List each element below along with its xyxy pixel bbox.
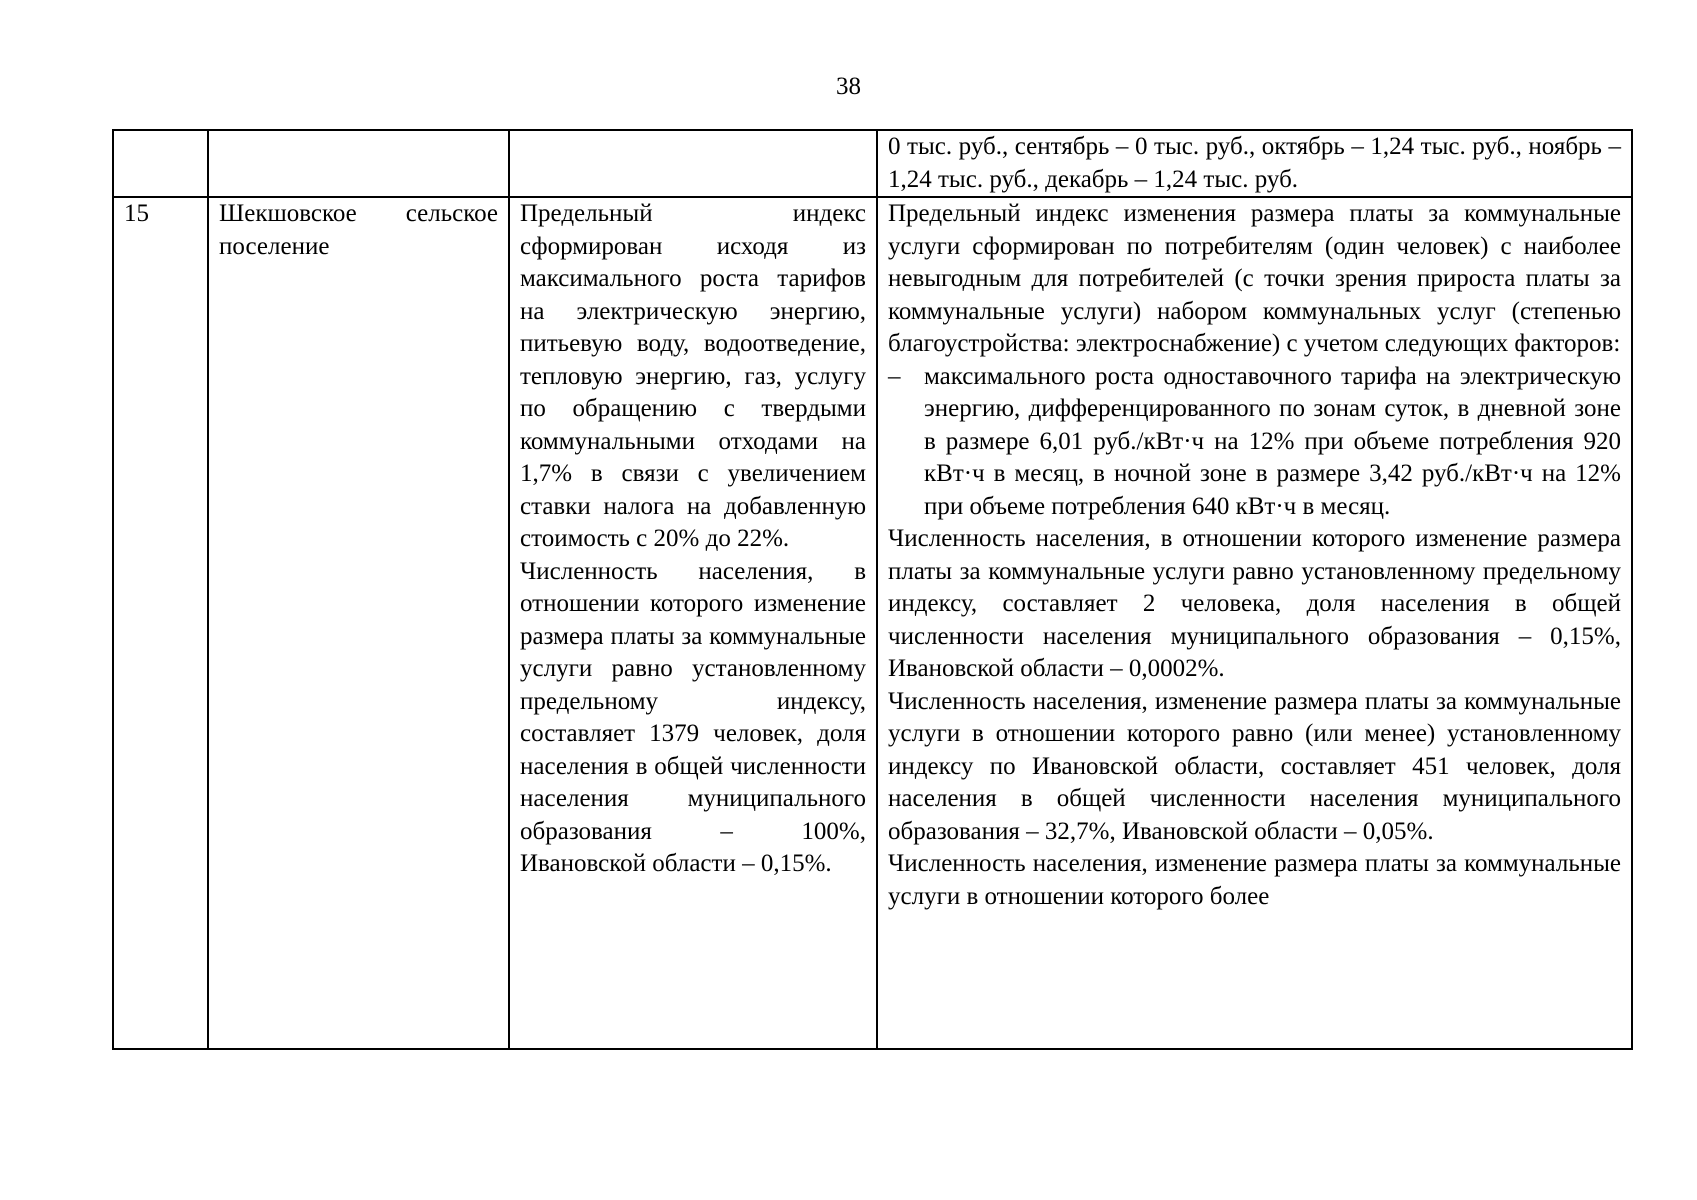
dash-marker: – (888, 362, 901, 390)
row-number: 15 (113, 197, 208, 1049)
details-paragraph-3: Численность населения, изменение размера платы за коммунальные услуги в отношении которого равно (или менее) установленному индексу по Ивановской области, составляет 451 человек, доля населения в общей численности населения муниципального образования – 32,7%, Ивановской области – 0,05%. (888, 687, 1621, 845)
table-row-continuation (113, 130, 1632, 197)
cell-index-basis (509, 197, 877, 1049)
population-paragraph: Численность населения, в отношении которого изменение размера платы за коммунальные услуги равно установленному предельному индексу, составляет 1379 человек, доля населения в общей численности населения муниципального образования – 100%, Ивановской области – 0,15%. (520, 557, 866, 877)
details-paragraph-1: Предельный индекс изменения размера платы за коммунальные услуги сформирован по потребителям (один человек) с наиболее невыгодным для потребителей (с точки зрения прироста платы за коммунальные услуги) набором коммунальных услуг (степенью благоустройства: электроснабжение) с учетом следующих факторов: (888, 200, 1621, 357)
settlement-name: Шекшовское сельское поселение (208, 197, 509, 1049)
table-row-15 (113, 197, 1632, 1049)
cell-settlement-empty (208, 130, 509, 197)
factor-text: максимального роста одноставочного тарифа на электрическую энергию, дифференцированного по зонам суток, в дневной зоне в размере 6,01 руб./кВт·ч на 12% при объеме потребления 920 кВт·ч в месяц, в ночной зоне в размере 3,42 руб./кВт·ч на 12% при объеме потребления 640 кВт·ч в месяц. (924, 362, 1621, 520)
cell-number-empty (113, 130, 208, 197)
details-paragraph-4: Численность населения, изменение размера платы за коммунальные услуги в отношении которого более (888, 850, 1621, 910)
continuation-paragraph: 0 тыс. руб., сентябрь – 0 тыс. руб., октябрь – 1,24 тыс. руб., ноябрь – 1,24 тыс. руб., декабрь – 1,24 тыс. руб. (888, 133, 1621, 193)
page-number: 38 (836, 73, 861, 100)
document-table (112, 129, 1633, 1050)
details-paragraph-2: Численность населения, в отношении которого изменение размера платы за коммунальные услуги равно установленному предельному индексу, составляет 2 человека, доля населения в общей численности населения муниципального образования – 0,15%, Ивановской области – 0,0002%. (888, 525, 1621, 682)
cell-index-details (877, 197, 1632, 1049)
factor-list-item (888, 361, 1621, 524)
cell-continuation-text (877, 130, 1632, 197)
index-basis-paragraph: Предельный индекс сформирован исходя из максимального роста тарифов на электрическую энергию, питьевую воду, водоотведение, тепловую энергию, газ, услугу по обращению с твердыми коммунальными отходами на 1,7% в связи с увеличением ставки налога на добавленную стоимость с 20% до 22%. (520, 200, 866, 552)
cell-basis-empty (509, 130, 877, 197)
